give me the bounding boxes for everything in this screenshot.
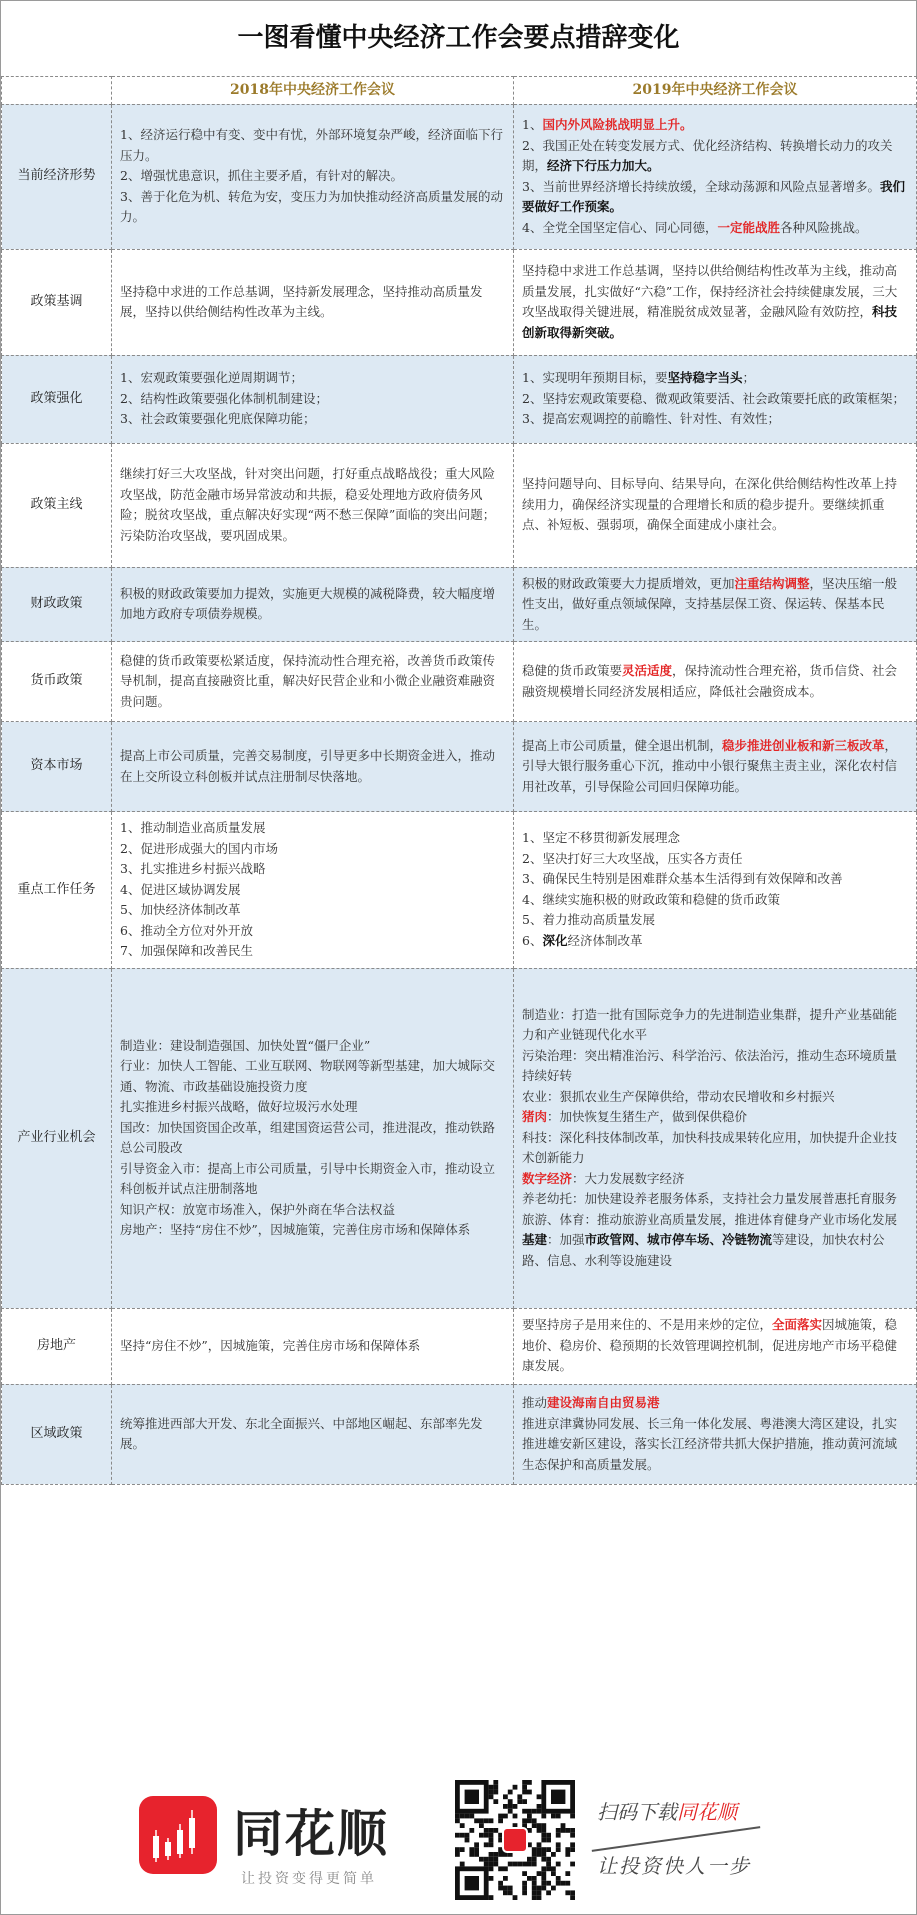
cell-2018	[112, 443, 514, 567]
cell-line	[522, 368, 908, 389]
text-segment: 6、	[522, 932, 543, 948]
cell-2019	[514, 1384, 917, 1484]
header-2018: 2018年中央经济工作会议	[112, 77, 514, 105]
cell-line	[522, 177, 908, 218]
text-segment: 深化	[542, 932, 568, 948]
text-segment: 稳步推进创业板和新三板改革	[722, 737, 885, 753]
cell-2018	[112, 355, 514, 443]
text-segment: 3、确保民生特别是困难群众基本生活得到有效保障和改善	[522, 871, 843, 887]
text-segment: 坚持“房住不炒”，因城施策，完善住房市场和保障体系	[120, 1337, 421, 1353]
text-segment: 灵活适度	[622, 663, 673, 678]
cell-line	[522, 661, 908, 702]
cell-line	[120, 1036, 505, 1057]
text-segment: 2、我国正处在转变发展方式、优化经济结构、转换增长动力的攻关期，	[522, 137, 893, 173]
text-segment: 行业：加快人工智能、工业互联网、物联网等新型基建，加大城际交通、物流、市政基础设施投资力度	[120, 1058, 496, 1094]
cell-line	[522, 1128, 908, 1169]
text-segment: 2、增强忧患意识，抓住主要矛盾，有针对的解决。	[120, 168, 403, 184]
cell-2018	[112, 1384, 514, 1484]
text-segment: 各种风险挑战。	[779, 219, 868, 235]
text-segment: 市政管网、城市停车场、冷链物流	[584, 1232, 773, 1248]
text-segment: 一定能战胜	[717, 219, 780, 235]
text-segment: 1、坚定不移贯彻新发展理念	[522, 830, 680, 846]
text-segment: 数字经济	[522, 1170, 573, 1186]
row-category: 当前经济形势	[2, 104, 112, 249]
row-category: 政策基调	[2, 249, 112, 355]
row-category: 政策强化	[2, 355, 112, 443]
cell-2019	[514, 812, 917, 969]
cell-line	[522, 1189, 908, 1210]
table-row	[2, 1384, 917, 1484]
text-segment: 科技：深化科技体制改革，加快科技成果转化应用，加快提升企业技术创新能力	[522, 1129, 898, 1166]
table-row	[2, 249, 917, 355]
cell-line	[120, 921, 505, 942]
cell-2018	[112, 567, 514, 642]
tagline: 让投资快人一步	[597, 1854, 751, 1878]
text-segment: 2、坚决打好三大攻坚战，压实各方责任	[522, 850, 743, 866]
cell-line	[120, 464, 505, 546]
text-segment: ：加快恢复生猪生产，做到保供稳价	[547, 1109, 748, 1125]
text-segment: ；	[742, 370, 755, 386]
divider-stroke	[592, 1826, 761, 1852]
text-segment: 推动	[522, 1395, 548, 1410]
cell-line	[522, 1005, 908, 1046]
text-segment: 6、推动全方位对外开放	[120, 922, 253, 938]
text-segment: 旅游、体育：推动旅游业高质量发展，推进体育健身产业市场化发展	[522, 1211, 898, 1227]
text-segment: 统筹推进西部大开发、东北全面振兴、中部地区崛起、东部率先发展。	[120, 1415, 483, 1451]
cell-line	[522, 1230, 908, 1271]
text-segment: 我们要做好工作预案。	[522, 178, 905, 214]
cell-line	[522, 389, 908, 410]
text-segment: 3、扎实推进乡村振兴战略	[120, 861, 266, 876]
cell-line	[120, 1414, 505, 1455]
table-row	[2, 1308, 917, 1384]
text-segment: 坚持稳字当头	[667, 370, 743, 386]
text-segment: 污染治理：突出精准治污、科学治污、依法治污，推动生态环境质量持续好转	[522, 1047, 898, 1084]
text-segment: 4、全党全国坚定信心、同心同德，	[522, 219, 718, 235]
qr-code-icon	[455, 1780, 575, 1900]
text-segment: 积极的财政政策要加力提效，实施更大规模的减税降费，较大幅度增加地方政府专项债券规模。	[120, 585, 496, 622]
text-segment: 因城施策，稳地价、稳房价、稳预期的长效管理调控机制，促进房地产市场平稳健康发展。	[522, 1317, 898, 1374]
cell-line	[120, 900, 505, 921]
cell-line	[120, 282, 505, 323]
cell-2019	[514, 1308, 917, 1384]
cell-2019	[514, 355, 917, 443]
text-segment: 引导资金入市：提高上市公司质量，引导中长期资金入市，推动设立科创板并试点注册制落地	[120, 1160, 496, 1196]
row-category: 房地产	[2, 1308, 112, 1384]
cell-line	[120, 409, 505, 430]
text-segment: ：大力发展数字经济	[572, 1170, 685, 1186]
cell-line	[120, 1118, 505, 1159]
cell-line	[522, 1315, 908, 1377]
cell-2018	[112, 249, 514, 355]
cell-line	[120, 166, 505, 187]
text-segment: 经济体制改革	[567, 932, 643, 948]
text-segment: 2、结构性政策要强化体制机制建设；	[120, 390, 328, 406]
row-category: 区域政策	[2, 1384, 112, 1484]
text-segment: 全面落实	[772, 1317, 823, 1333]
cell-line	[522, 1107, 908, 1128]
cell-line	[522, 1393, 908, 1414]
cell-line	[120, 1159, 505, 1200]
scan-app-name: 同花顺	[677, 1800, 737, 1824]
cell-line	[120, 839, 505, 860]
text-segment: 3、提高宏观调控的前瞻性、针对性、有效性；	[522, 411, 780, 427]
cell-line	[522, 869, 908, 890]
cell-line	[120, 1336, 505, 1357]
text-segment: 制造业：建设制造强国、加快处置“僵尸企业”	[120, 1037, 371, 1053]
table-row	[2, 812, 917, 969]
cell-2019	[514, 642, 917, 722]
cell-2019	[514, 249, 917, 355]
table-row	[2, 567, 917, 642]
text-segment: 2、促进形成强大的国内市场	[120, 840, 278, 856]
text-segment: 4、继续实施积极的财政政策和稳健的货币政策	[522, 891, 780, 907]
text-segment: 2、坚持宏观政策要稳、微观政策要活、社会政策要托底的政策框架；	[522, 390, 905, 406]
cell-2018	[112, 642, 514, 722]
text-segment: 建设海南自由贸易港	[547, 1395, 660, 1410]
cell-line	[522, 736, 908, 798]
text-segment: ：加强	[547, 1232, 585, 1248]
cell-2018	[112, 968, 514, 1308]
cell-line	[522, 1169, 908, 1190]
text-segment: 经济下行压力加大。	[547, 158, 660, 173]
cell-2019	[514, 722, 917, 812]
cell-line	[120, 1097, 505, 1118]
text-segment: 基建	[522, 1232, 548, 1248]
text-segment: 知识产权：放宽市场准入，保护外商在华合法权益	[120, 1201, 396, 1217]
text-segment: 坚持稳中求进的工作总基调，坚持新发展理念，坚持推动高质量发展，坚持以供给侧结构性改革为主线。	[120, 283, 483, 319]
text-segment: 1、宏观政策要强化逆周期调节；	[120, 370, 303, 386]
cell-line	[120, 651, 505, 713]
cell-2018	[112, 722, 514, 812]
cell-line	[522, 1046, 908, 1087]
cell-line	[522, 1414, 908, 1476]
text-segment: 制造业：打造一批有国际竞争力的先进制造业集群，提升产业基础能力和产业链现代化水平	[522, 1006, 898, 1043]
cell-line	[120, 584, 505, 625]
cell-line	[120, 389, 505, 410]
text-segment: 稳健的货币政策要松紧适度，保持流动性合理充裕，改善货币政策传导机制，提高直接融资比重，解决好民营企业和小微企业融资难融资贵问题。	[120, 652, 496, 709]
cell-2018	[112, 104, 514, 249]
text-segment: 7、加强保障和改善民生	[120, 943, 253, 958]
cell-line	[120, 1220, 505, 1241]
text-segment: 3、社会政策要强化兜底保障功能；	[120, 411, 316, 427]
text-segment: 坚持问题导向、目标导向、结果导向，在深化供给侧结构性改革上持续用力，确保经济实现量的合理增长和质的稳步提升。要继续抓重点、补短板、强弱项，确保全面建成小康社会。	[522, 476, 898, 533]
text-segment: 提高上市公司质量，完善交易制度，引导更多中长期资金进入，推动在上交所设立科创板并试点注册制尽快落地。	[120, 748, 496, 784]
cell-line	[522, 115, 908, 136]
cell-line	[522, 890, 908, 911]
scan-download-text	[597, 1796, 737, 1825]
cell-line	[120, 941, 505, 962]
text-segment: 推进京津冀协同发展、长三角一体化发展、粤港澳大湾区建设，扎实推进雄安新区建设，落实长江经济带共抓大保护措施，推动黄河流域生态保护和高质量发展。	[522, 1415, 898, 1472]
cell-2019	[514, 567, 917, 642]
table-row	[2, 642, 917, 722]
text-segment: 1、经济运行稳中有变、变中有忧，外部环境复杂严峻，经济面临下行压力。	[120, 127, 503, 163]
cell-line	[120, 880, 505, 901]
text-segment: 1、	[522, 117, 543, 132]
text-segment: 提高上市公司质量，健全退出机制，	[522, 737, 723, 753]
cell-line	[120, 187, 505, 228]
cell-line	[120, 1200, 505, 1221]
text-segment: 国内外风险挑战明显上升。	[542, 117, 693, 132]
table-row	[2, 104, 917, 249]
text-segment: 5、着力推动高质量发展	[522, 912, 655, 928]
text-segment: 农业：狠抓农业生产保障供给，带动农民增收和乡村振兴	[522, 1088, 835, 1104]
comparison-table	[1, 76, 917, 1485]
cell-line	[522, 136, 908, 177]
text-segment: 养老幼托：加快建设养老服务体系，支持社会力量发展普惠托育服务	[522, 1191, 898, 1207]
table-row	[2, 443, 917, 567]
text-segment: ，坚决压缩一般性支出，做好重点领域保障，支持基层保工资、保运转、保基本民生。	[522, 575, 898, 632]
text-segment: 注重结构调整	[734, 575, 810, 591]
page-title: 一图看懂中央经济工作会要点措辞变化	[237, 23, 680, 53]
cell-line	[120, 746, 505, 787]
table-row	[2, 355, 917, 443]
cell-line	[522, 1210, 908, 1231]
text-segment: 5、加快经济体制改革	[120, 902, 241, 917]
text-segment: 3、善于化危为机、转危为安，变压力为加快推动经济高质量发展的动力。	[120, 188, 503, 225]
cell-2019	[514, 968, 917, 1308]
text-segment: 扎实推进乡村振兴战略，做好垃圾污水处理	[120, 1099, 358, 1114]
cell-line	[522, 261, 908, 343]
text-segment: 要坚持房子是用来住的、不是用来炒的定位，	[522, 1317, 773, 1333]
table-row	[2, 722, 917, 812]
text-segment: 猪肉	[522, 1109, 548, 1125]
text-segment: 1、推动制造业高质量发展	[120, 820, 266, 835]
text-segment: 稳健的货币政策要	[522, 663, 623, 678]
text-segment: 等建设，加快农村公路、信息、水利等设施建设	[522, 1232, 885, 1268]
text-segment: 4、促进区域协调发展	[120, 881, 241, 897]
brand-slogan: 让投资变得更简单	[241, 1871, 377, 1887]
cell-line	[120, 818, 505, 839]
brand-name: 同花顺	[233, 1805, 389, 1863]
text-segment: ，引导大银行服务重心下沉，推动中小银行聚焦主责主业，深化农村信用社改革，引导保险公司回归保障功能。	[522, 737, 898, 794]
cell-line	[522, 849, 908, 870]
candlestick-logo-icon	[139, 1796, 217, 1874]
cell-line	[522, 574, 908, 636]
cell-line	[522, 409, 908, 430]
cell-line	[522, 474, 908, 536]
header-2019: 2019年中央经济工作会议	[514, 77, 917, 105]
footer	[1, 1766, 916, 1914]
table-header	[2, 77, 917, 105]
row-category: 财政政策	[2, 567, 112, 642]
row-category: 货币政策	[2, 642, 112, 722]
row-category: 资本市场	[2, 722, 112, 812]
text-segment: 积极的财政政策要大力提质增效，更加	[522, 575, 735, 591]
text-segment: 3、当前世界经济增长持续放缓，全球动荡源和风险点显著增多。	[522, 178, 880, 194]
cell-line	[522, 931, 908, 952]
cell-2018	[112, 812, 514, 969]
cell-2019	[514, 104, 917, 249]
cell-line	[522, 218, 908, 239]
table-row	[2, 968, 917, 1308]
row-category: 产业行业机会	[2, 968, 112, 1308]
cell-line	[522, 828, 908, 849]
row-category: 重点工作任务	[2, 812, 112, 969]
cell-line	[120, 859, 505, 880]
row-category: 政策主线	[2, 443, 112, 567]
text-segment: 坚持稳中求进工作总基调，坚持以供给侧结构性改革为主线，推动高质量发展，扎实做好“六稳”工作，保持经济社会持续健康发展，三大攻坚战取得关键进展，精准脱贫成效显著，金融风险有效防控，	[522, 263, 898, 319]
text-segment: 继续打好三大攻坚战，针对突出问题，打好重点战略战役；重大风险攻坚战，防范金融市场异常波动和共振，稳妥处理地方政府债务风险；脱贫攻坚战，重点解决好实现“两不愁三保障”面临的突出问题；污染防治攻坚战，要巩固成果。	[120, 466, 496, 543]
text-segment: 科技创新取得新突破。	[522, 304, 898, 340]
scan-prefix: 扫码下载	[597, 1800, 677, 1824]
cell-line	[522, 1087, 908, 1108]
text-segment: ，保持流动性合理充裕，货币信贷、社会融资规模增长同经济发展相适应，降低社会融资成本。	[522, 663, 898, 699]
text-segment: 1、实现明年预期目标，要	[522, 370, 668, 386]
cell-line	[120, 125, 505, 166]
cell-line	[522, 910, 908, 931]
cell-line	[120, 368, 505, 389]
cell-line	[120, 1056, 505, 1097]
cell-2018	[112, 1308, 514, 1384]
text-segment: 国改：加快国资国企改革，组建国资运营公司，推进混改，推动铁路总公司股改	[120, 1119, 496, 1155]
cell-2019	[514, 443, 917, 567]
header-empty	[2, 77, 112, 105]
text-segment: 房地产：坚持“房住不炒”，因城施策，完善住房市场和保障体系	[120, 1222, 471, 1237]
